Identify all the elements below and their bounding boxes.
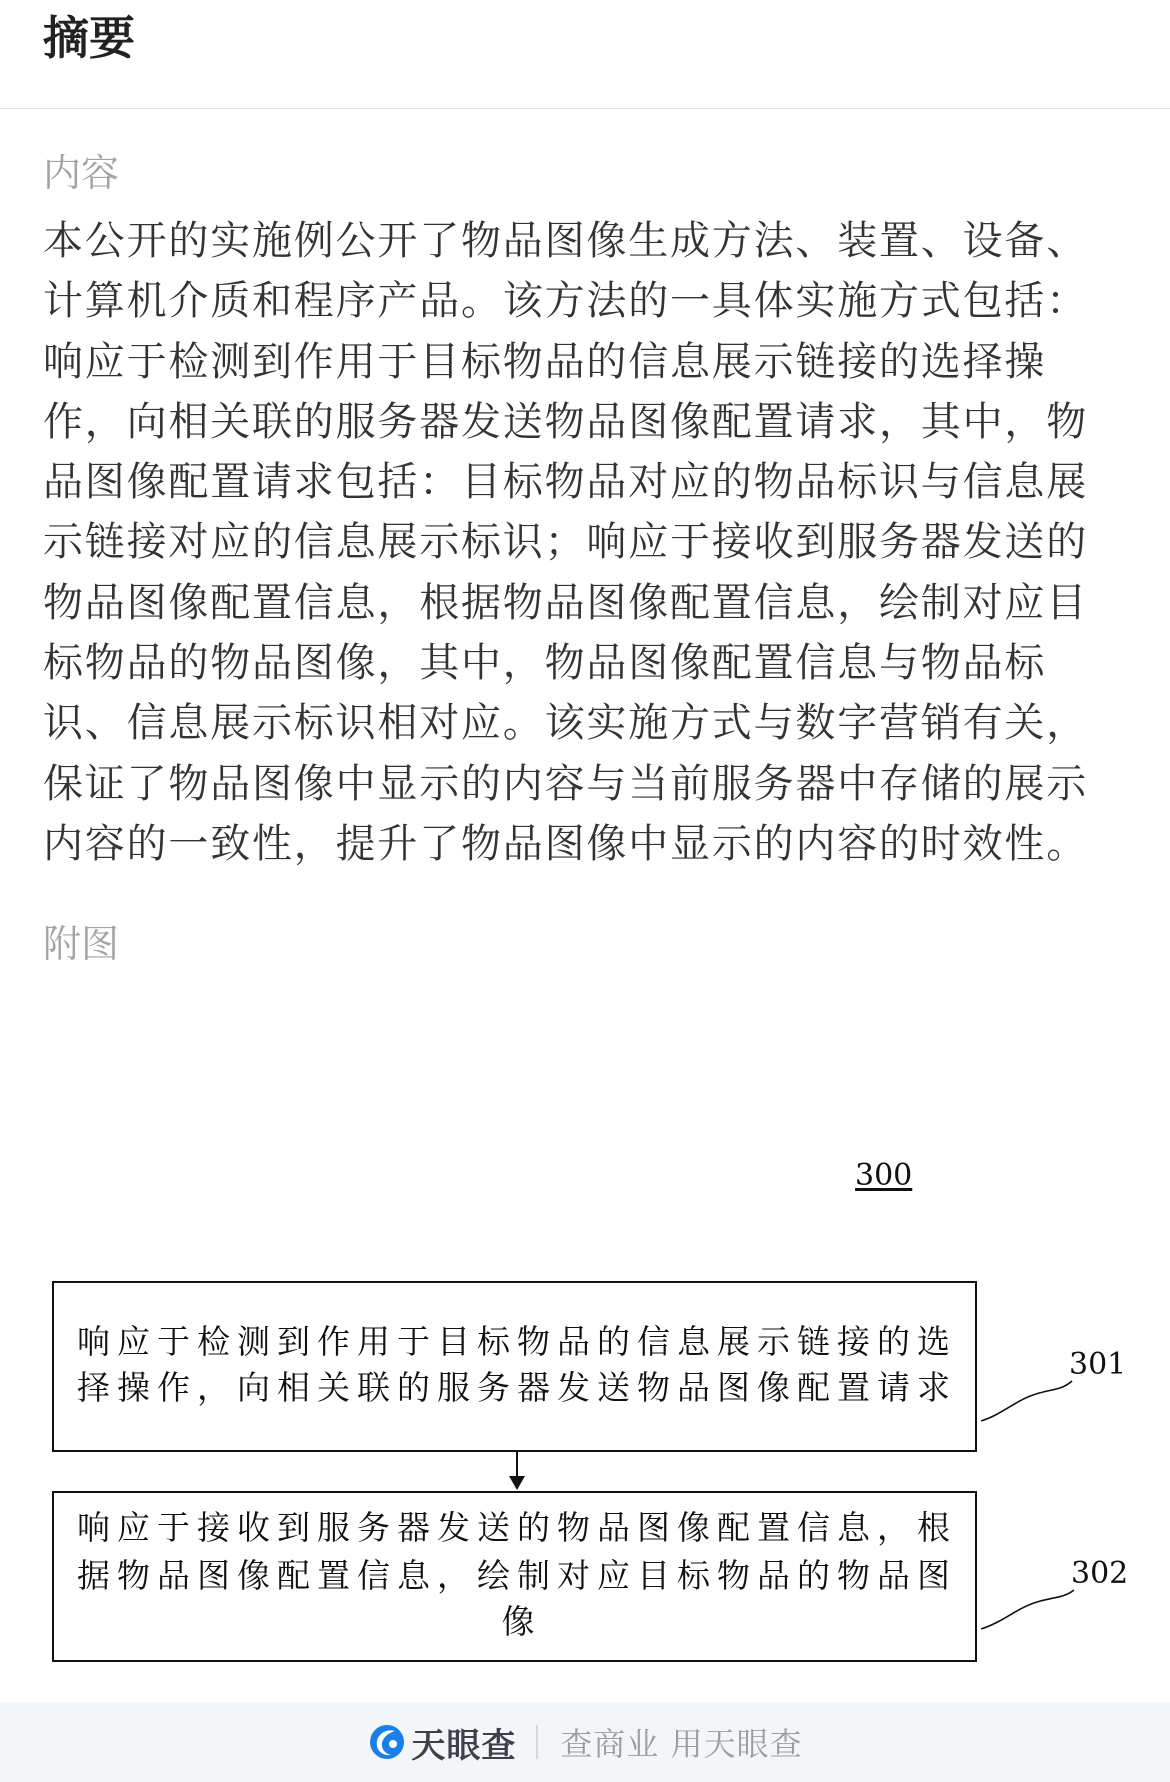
step-text-line: 择操作，向相关联的服务器发送物品图像配置请求 [77,1368,957,1407]
step-text-line: 像 [501,1602,535,1641]
flow-step-box-301 [52,1281,977,1452]
step-ref-label-302: 302 [1071,1556,1129,1591]
footer-divider [536,1725,538,1759]
brand-name: 天眼查 [411,1725,517,1766]
footer-banner[interactable] [0,1702,1170,1782]
abstract-line: 响应于检测到作用于目标物品的信息展示链接的选择操 [43,338,1047,385]
abstract-line: 物品图像配置信息，根据物品图像配置信息，绘制对应目 [43,579,1088,626]
abstract-line: 作，向相关联的服务器发送物品图像配置请求，其中，物 [43,398,1088,445]
abstract-section-label: 内容 [43,151,120,195]
abstract-line: 示链接对应的信息展示标识；响应于接收到服务器发送的 [43,519,1088,566]
header-divider [0,108,1170,109]
flow-step-box-302 [52,1491,977,1662]
abstract-line: 标物品的物品图像，其中，物品图像配置信息与物品标 [43,640,1047,687]
step-text-line: 响应于检测到作用于目标物品的信息展示链接的选 [77,1322,957,1361]
page-title: 摘要 [43,11,135,65]
flow-arrow-head [509,1476,525,1490]
figure-section-label: 附图 [43,922,120,966]
abstract-line: 计算机介质和程序产品。该方法的一具体实施方式包括： [43,278,1088,325]
footer-logo[interactable] [367,1718,516,1767]
abstract-line: 识、信息展示标识相对应。该实施方式与数字营销有关， [43,700,1088,747]
abstract-text [43,211,1143,874]
step-text-line: 据物品图像配置信息，绘制对应目标物品的物品图 [77,1556,957,1595]
leader-line-302 [981,1590,1074,1629]
abstract-line: 品图像配置请求包括：目标物品对应的物品标识与信息展 [43,459,1088,506]
step-text-line: 响应于接收到服务器发送的物品图像配置信息，根 [77,1508,957,1547]
abstract-line: 保证了物品图像中显示的内容与当前服务器中存储的展示 [43,760,1088,807]
leader-line-301 [981,1381,1072,1421]
footer-tagline: 查商业 用天眼查 [560,1725,803,1763]
abstract-line: 内容的一致性，提升了物品图像中显示的内容的时效性。 [43,820,1088,867]
figure-number: 300 [855,1158,913,1193]
step-ref-label-301: 301 [1069,1347,1127,1382]
abstract-line: 本公开的实施例公开了物品图像生成方法、装置、设备、 [43,218,1088,264]
tianyancha-logo-icon [367,1722,407,1762]
